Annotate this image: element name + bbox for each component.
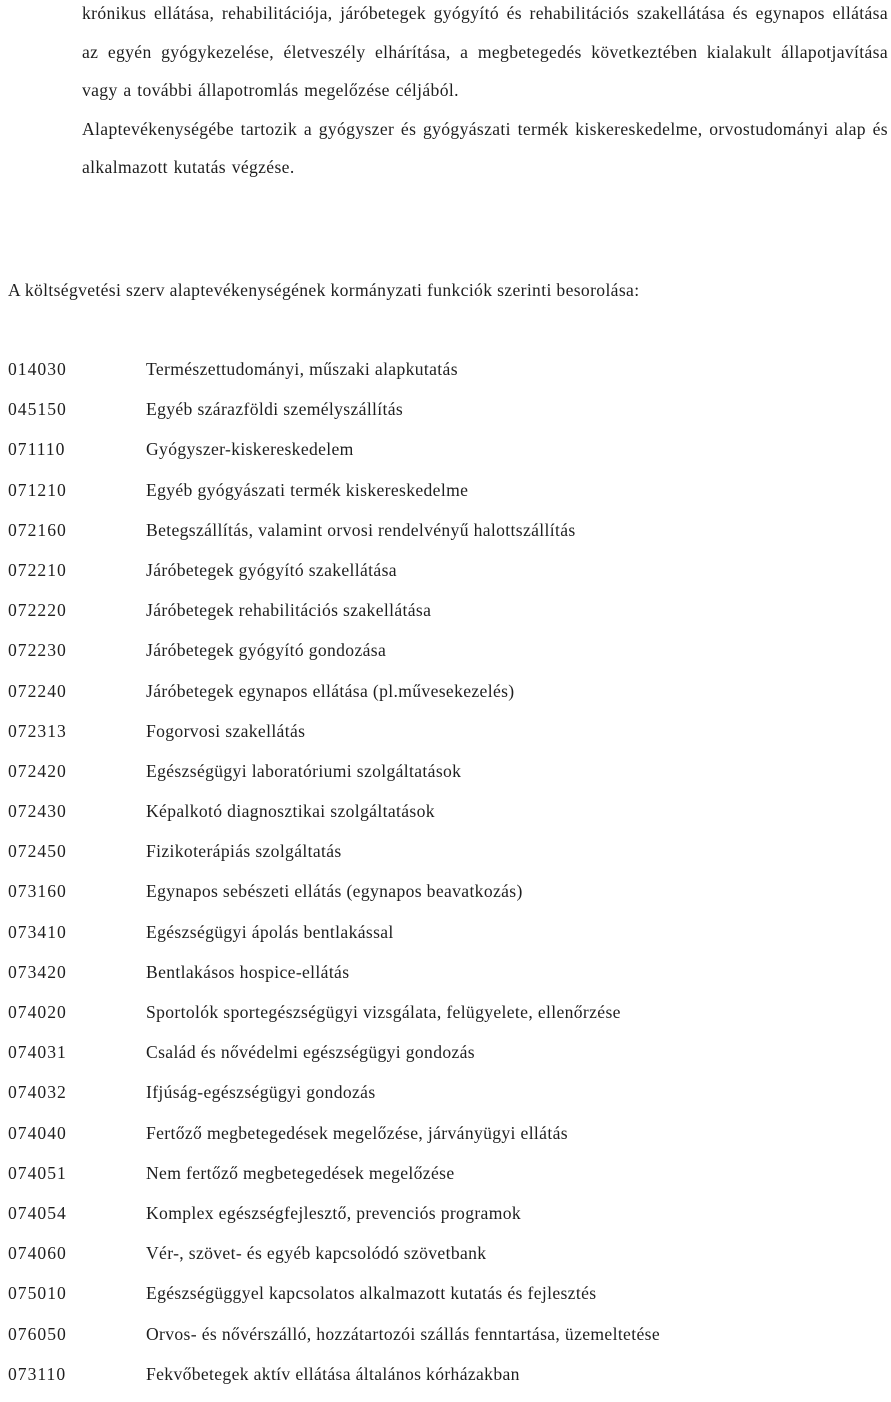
function-name: Vér-, szövet- és egyéb kapcsolódó szövetbank [146, 1243, 487, 1264]
function-code: 074040 [8, 1122, 67, 1143]
function-code: 075010 [8, 1283, 67, 1304]
function-code: 072240 [8, 680, 67, 701]
function-code: 074031 [8, 1042, 67, 1063]
list-item [8, 799, 883, 839]
function-name: Természettudományi, műszaki alapkutatás [146, 359, 458, 379]
list-item [8, 558, 883, 598]
list-item [8, 879, 883, 919]
function-name: Járóbetegek gyógyító szakellátása [146, 559, 397, 580]
function-code: 074060 [8, 1243, 67, 1264]
function-name: Sportolók sportegészségügyi vizsgálata, felügyelete, ellenőrzése [146, 1002, 621, 1022]
function-name: Járóbetegek gyógyító gondozása [146, 640, 387, 661]
function-code: 073160 [8, 881, 67, 902]
function-name: Egynapos sebészeti ellátás (egynapos beavatkozás) [146, 881, 523, 902]
list-item [8, 1322, 883, 1362]
list-item [8, 1362, 883, 1402]
list-item [8, 759, 883, 799]
list-item [8, 839, 883, 879]
function-name: Járóbetegek rehabilitációs szakellátása [146, 600, 432, 621]
list-item [8, 598, 883, 638]
function-code: 072160 [8, 519, 67, 540]
section-heading: A költségvetési szerv alaptevékenységének kormányzati funkciók szerinti besorolása: [8, 280, 640, 300]
list-item [8, 437, 883, 477]
function-name: Gyógyszer-kiskereskedelem [146, 439, 354, 460]
list-item [8, 1121, 883, 1161]
function-name: Fertőző megbetegedések megelőzése, járványügyi ellátás [146, 1122, 568, 1143]
list-item [8, 1281, 883, 1321]
list-item [8, 478, 883, 518]
function-name: Járóbetegek egynapos ellátása (pl.művesekezelés) [146, 680, 515, 701]
function-code: 074051 [8, 1162, 67, 1183]
list-item [8, 1080, 883, 1120]
function-code-list [8, 357, 883, 1402]
function-code: 072210 [8, 559, 67, 580]
function-code: 072430 [8, 801, 67, 822]
function-name: Képalkotó diagnosztikai szolgáltatások [146, 801, 435, 822]
function-name: Fizikoterápiás szolgáltatás [146, 841, 342, 862]
function-name: Komplex egészségfejlesztő, prevenciós programok [146, 1202, 522, 1223]
list-item [8, 719, 883, 759]
list-item [8, 960, 883, 1000]
list-item [8, 1161, 883, 1201]
function-code: 045150 [8, 399, 67, 420]
intro-paragraph-2: Alaptevékenységébe tartozik a gyógyszer és gyógyászati termék kiskereskedelme, orvostudományi alap és alkalmazott kutatás végzése. [82, 118, 888, 177]
function-name: Fekvőbetegek aktív ellátása általános kórházakban [146, 1363, 520, 1384]
function-name: Egyéb gyógyászati termék kiskereskedelme [146, 479, 469, 500]
function-code: 072230 [8, 640, 67, 661]
function-code: 071210 [8, 479, 67, 500]
function-code: 072450 [8, 841, 67, 862]
intro-paragraph-1: krónikus ellátása, rehabilitációja, járóbetegek gyógyító és rehabilitációs szakellátása és egynapos ellátása az egyén gyógykezelése, életveszély elhárítása, a megbetegedés következtében kialakult állapotjavítása vagy a további állapotromlás megelőzése céljából. [82, 3, 888, 100]
list-item [8, 679, 883, 719]
function-code: 073110 [8, 1363, 67, 1384]
function-name: Egyéb szárazföldi személyszállítás [146, 399, 404, 420]
function-name: Bentlakásos hospice-ellátás [146, 961, 350, 982]
function-code: 076050 [8, 1323, 67, 1344]
list-item [8, 357, 883, 397]
function-code: 072313 [8, 720, 67, 741]
function-name: Család és nővédelmi egészségügyi gondozás [146, 1042, 476, 1063]
list-item [8, 638, 883, 678]
function-name: Ifjúság-egészségügyi gondozás [146, 1082, 376, 1103]
list-item [8, 1201, 883, 1241]
function-code: 073410 [8, 921, 67, 942]
function-name: Nem fertőző megbetegedések megelőzése [146, 1162, 455, 1183]
intro-section [82, 0, 888, 187]
function-name: Betegszállítás, valamint orvosi rendelvényű halottszállítás [146, 519, 576, 540]
list-item [8, 1241, 883, 1281]
function-code: 072420 [8, 760, 67, 781]
function-code: 071110 [8, 439, 66, 460]
function-name: Orvos- és nővérszálló, hozzátartozói szállás fenntartása, üzemeltetése [146, 1323, 660, 1344]
function-name: Fogorvosi szakellátás [146, 720, 306, 741]
list-item [8, 920, 883, 960]
function-name: Egészségügyi laboratóriumi szolgáltatások [146, 760, 462, 781]
function-code: 073420 [8, 961, 67, 982]
list-item [8, 397, 883, 437]
function-code: 074032 [8, 1082, 67, 1103]
function-code: 014030 [8, 359, 67, 379]
function-code: 074054 [8, 1202, 67, 1223]
list-item [8, 1040, 883, 1080]
function-code: 074020 [8, 1002, 67, 1022]
function-name: Egészségüggyel kapcsolatos alkalmazott kutatás és fejlesztés [146, 1283, 597, 1304]
list-item [8, 1000, 883, 1040]
list-item [8, 518, 883, 558]
function-code: 072220 [8, 600, 67, 621]
function-name: Egészségügyi ápolás bentlakással [146, 921, 394, 942]
